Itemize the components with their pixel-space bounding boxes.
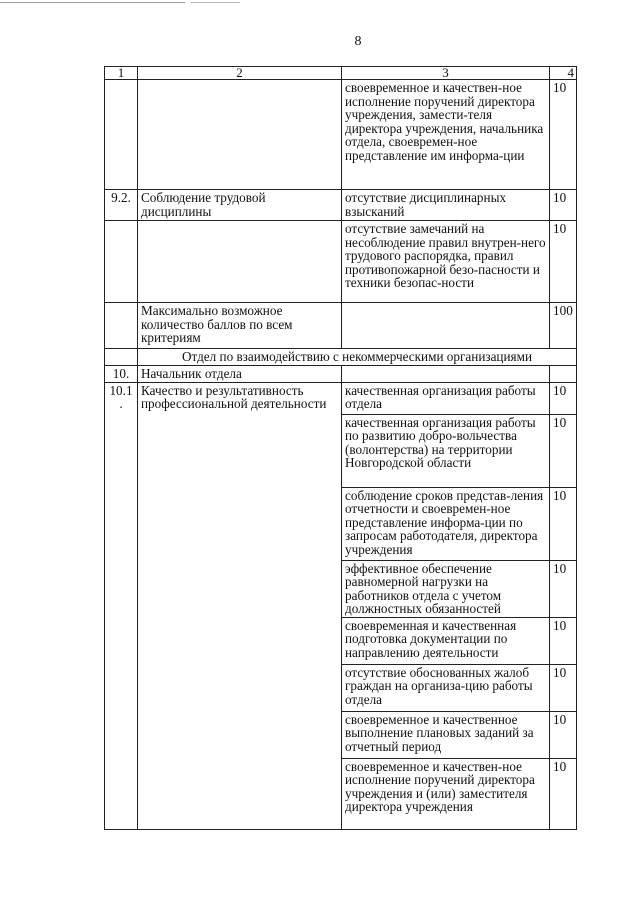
row-number: 9.2. [105, 190, 138, 221]
table-row [105, 382, 577, 414]
row-criterion: своевременное и качественное выполнение плановых заданий за отчетный период [342, 711, 550, 758]
row-number [105, 303, 138, 349]
row-criterion: соблюдение сроков представ-ления отчетности и своевремен-ное представление информа-ции по запросам работодателя, директора учреждения [342, 487, 550, 560]
table-row [105, 80, 577, 190]
scan-line-top-2 [190, 2, 240, 3]
page-number: 8 [354, 34, 362, 49]
header-cell: 1 [105, 67, 138, 80]
row-points: 10 [550, 382, 577, 414]
header-cell: 4 [550, 67, 577, 80]
section-title: Отдел по взаимодействию с некоммерческими организациями [138, 349, 577, 366]
row-criterion: качественная организация работы отдела [342, 382, 550, 414]
row-criterion: отсутствие замечаний на несоблюдение правил внутрен-него трудового распорядка, правил противопожарной безо-пасности и техники безопас-ности [342, 221, 550, 303]
row-name [138, 80, 342, 190]
row-points: 10 [550, 664, 577, 711]
criteria-table [104, 66, 577, 830]
row-points: 100 [550, 303, 577, 349]
row-points: 10 [550, 80, 577, 190]
row-criterion: своевременное и качествен-ное исполнение поручений директора учреждения, замести-теля директора учреждения, начальника отдела, своевремен-ное представление им информа-ции [342, 80, 550, 190]
table-row [105, 190, 577, 221]
row-criterion: своевременная и качественная подготовка документации по направлению деятельности [342, 617, 550, 664]
row-points: 10 [550, 487, 577, 560]
header-cell: 3 [342, 67, 550, 80]
row-points: 10 [550, 758, 577, 829]
position-row [105, 365, 577, 382]
row-name: Качество и результативность профессиональной деятельности [138, 382, 342, 829]
row-name: Максимально возможное количество баллов по всем критериям [138, 303, 342, 349]
row-points: 10 [550, 617, 577, 664]
scan-line-top [0, 2, 185, 3]
row-criterion [342, 365, 550, 382]
row-criterion [342, 303, 550, 349]
row-points: 10 [550, 221, 577, 303]
row-name: Соблюдение трудовой дисциплины [138, 190, 342, 221]
row-points: 10 [550, 711, 577, 758]
row-criterion: отсутствие обоснованных жалоб граждан на организа-цию работы отдела [342, 664, 550, 711]
section-row [105, 349, 577, 366]
row-points: 10 [550, 190, 577, 221]
row-number: 10. [105, 365, 138, 382]
row-points: 10 [550, 414, 577, 487]
row-number [105, 80, 138, 190]
section-empty-cell [105, 349, 138, 366]
row-points [550, 365, 577, 382]
table-header-row [105, 67, 577, 80]
row-number: 10.1. [105, 382, 138, 829]
row-criterion: своевременное и качествен-ное исполнение поручений директора учреждения и (или) заместителя директора учреждения [342, 758, 550, 829]
row-criterion: отсутствие дисциплинарных взысканий [342, 190, 550, 221]
row-name [138, 221, 342, 303]
table-row-total [105, 303, 577, 349]
row-criterion: эффективное обеспечение равномерной нагрузки на работников отдела с учетом должностных обязанностей [342, 560, 550, 617]
row-criterion: качественная организация работы по развитию добро-вольчества (волонтерства) на территории Новгородской области [342, 414, 550, 487]
row-number [105, 221, 138, 303]
row-points: 10 [550, 560, 577, 617]
header-cell: 2 [138, 67, 342, 80]
table-row [105, 221, 577, 303]
row-name: Начальник отдела [138, 365, 342, 382]
